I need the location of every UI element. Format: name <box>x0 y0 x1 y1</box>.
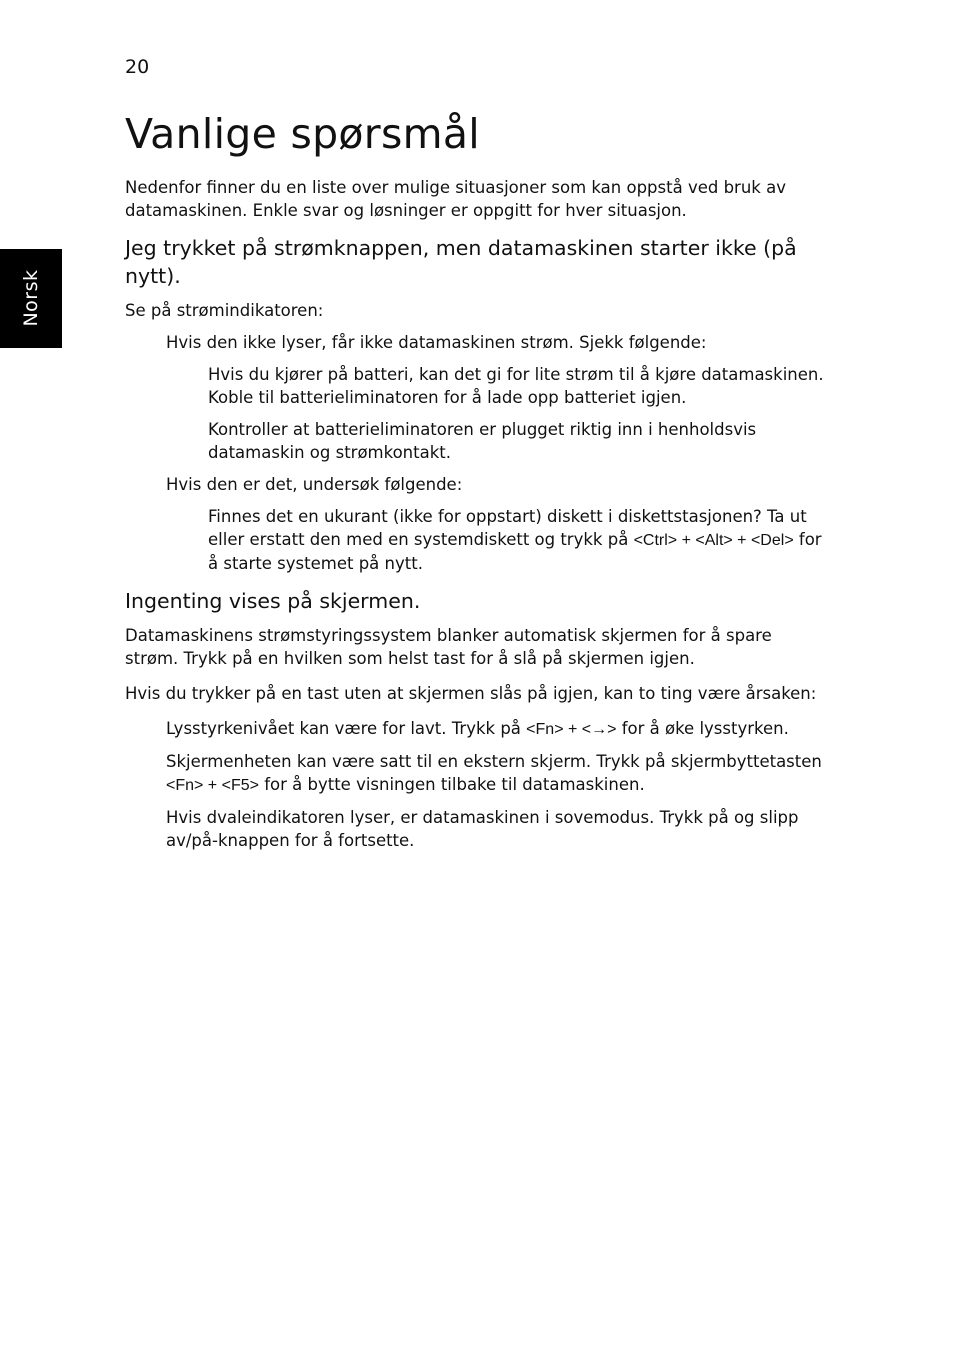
screen-item-external <box>166 750 825 797</box>
power-case-off: Hvis den ikke lyser, får ikke datamaskinen strøm. Sjekk følgende: <box>166 333 707 352</box>
language-tab <box>0 249 62 348</box>
power-case-off-item-battery: Hvis du kjører på batteri, kan det gi for lite strøm til å kjøre datamaskinen. Koble til batterieliminatoren for å lade opp batteriet igjen. <box>208 365 824 407</box>
power-case-off-item-adapter: Kontroller at batterieliminatoren er plugget riktig inn i henholdsvis datamaskin og strømkontakt. <box>208 420 757 462</box>
display-toggle-key-combo: <Fn> + <F5> <box>166 777 259 794</box>
screen-item-sleep: Hvis dvaleindikatoren lyser, er datamaskinen i sovemodus. Trykk på og slipp av/på-knappen for å fortsette. <box>166 808 799 850</box>
screen-paragraph-1: Datamaskinens strømstyringssystem blanker automatisk skjermen for å spare strøm. Trykk på en hvilken som helst tast for å slå på skjermen igjen. <box>125 626 772 668</box>
external-text: Skjermenheten kan være satt til en ekstern skjerm. Trykk på skjermbyttetasten <box>166 752 822 771</box>
brightness-tail: for å øke lysstyrken. <box>621 719 789 738</box>
power-case-on-item-diskette <box>208 505 825 575</box>
language-tab-label: Norsk <box>20 269 42 327</box>
brightness-text: Lysstyrkenivået kan være for lavt. Trykk på <box>166 719 521 738</box>
section-heading-screen: Ingenting vises på skjermen. <box>125 589 421 613</box>
power-case-on: Hvis den er det, undersøk følgende: <box>166 475 463 494</box>
diskette-tail: for å starte systemet på nytt. <box>208 530 822 573</box>
diskette-text: Finnes det en ukurant (ikke for oppstart) diskett i diskettstasjonen? Ta ut eller erstatt den med en systemdiskett og trykk på <box>208 507 807 549</box>
brightness-key-combo: <Fn> + <→> <box>526 721 617 738</box>
screen-item-brightness <box>166 717 825 741</box>
power-lead: Se på strømindikatoren: <box>125 301 324 320</box>
screen-paragraph-2: Hvis du trykker på en tast uten at skjermen slås på igjen, kan to ting være årsaken: <box>125 684 817 703</box>
page-content <box>125 110 825 861</box>
page-title: Vanlige spørsmål <box>125 110 480 158</box>
section-heading-power: Jeg trykket på strømknappen, men datamaskinen starter ikke (på nytt). <box>125 236 797 288</box>
intro-paragraph: Nedenfor finner du en liste over mulige situasjoner som kan oppstå ved bruk av datamaskinen. Enkle svar og løsninger er oppgitt for hver situasjon. <box>125 178 786 220</box>
reboot-key-combo: <Ctrl> + <Alt> + <Del> <box>633 532 794 549</box>
page-number: 20 <box>125 56 150 78</box>
external-tail: for å bytte visningen tilbake til datamaskinen. <box>264 775 645 794</box>
